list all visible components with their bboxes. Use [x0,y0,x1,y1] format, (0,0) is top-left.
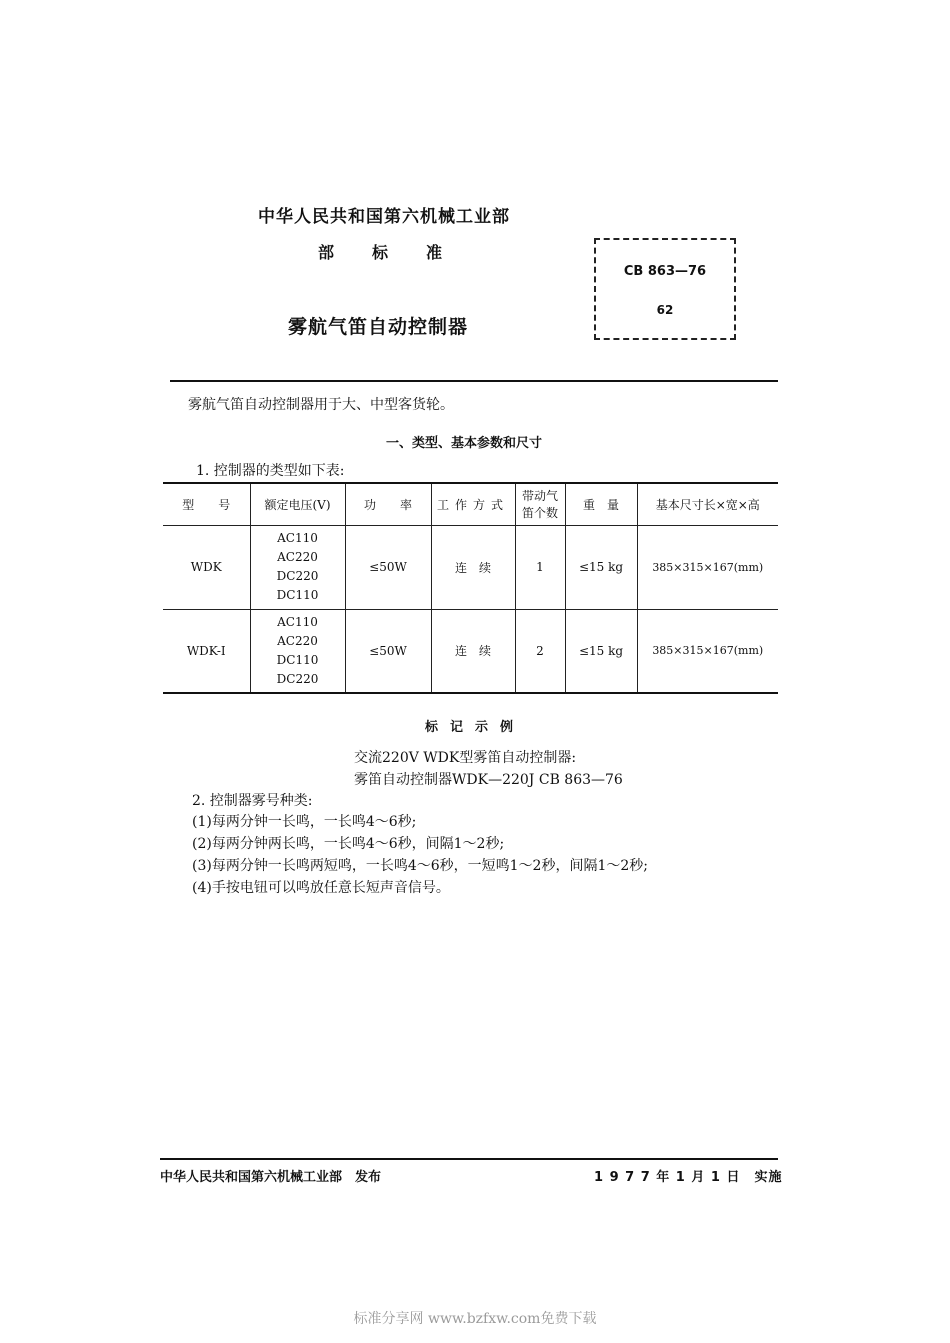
standard-number-box [594,238,736,340]
watermark: 标准分享网 www.bzfxw.com免费下载 [353,1311,597,1327]
cell-weight: ≤15 kg [565,609,637,693]
standard-type [318,240,480,263]
header-model: 型 号 [163,483,250,525]
cell-model: WDK-Ⅰ [163,609,250,693]
voltage-value: DC220 [276,569,319,583]
header-voltage: 额定电压(V) [250,483,345,525]
cell-horn-count: 2 [515,609,565,693]
voltage-value: DC110 [276,588,319,602]
cell-model: WDK [163,525,250,609]
voltage-value: AC110 [277,614,318,629]
cell-weight: ≤15 kg [565,525,637,609]
header-horn-count-line1: 带动气 [521,489,558,504]
header-horn-count [515,483,565,525]
cell-dimensions: 385×315×167(mm) [652,644,764,658]
voltage-value: AC220 [277,550,318,564]
issuing-ministry: 中华人民共和国第六机械工业部 [258,207,510,227]
marking-example-heading [425,716,525,735]
standard-type-char: 准 [426,243,443,262]
cell-dimensions: 385×315×167(mm) [637,525,778,609]
cell-mode: 连 续 [431,525,515,609]
standard-type-char: 标 [372,243,389,262]
cell-horn-count: 1 [515,525,565,609]
item-2: 2. 控制器雾号种类: [192,793,313,809]
spec-table [163,482,778,694]
publisher: 中华人民共和国第六机械工业部 发布 [160,1170,382,1185]
intro-paragraph: 雾航气笛自动控制器用于大、中型客货轮。 [188,397,454,413]
header-weight: 重 量 [565,483,637,525]
effective-date: 1 9 7 7 年 1 月 1 日 实施 [594,1170,783,1185]
marking-heading-char: 示 [475,720,489,735]
table-header-row [163,483,778,525]
cell-power: ≤50W [345,525,431,609]
marking-heading-char: 标 [425,720,439,735]
header-mode: 工作方式 [431,483,515,525]
subitem: (4)手按电钮可以鸣放任意长短声音信号。 [192,880,450,896]
cell-voltages [250,525,345,609]
subitem: (2)每两分钟两长鸣，一长鸣4～6秒，间隔1～2秒; [192,836,505,852]
document-title: 雾航气笛自动控制器 [288,316,469,338]
standard-code: CB 863—76 [623,264,707,279]
standard-type-char: 部 [318,243,335,262]
marking-heading-char: 记 [450,720,464,735]
voltage-value: AC110 [277,531,318,545]
table-row [163,609,778,693]
marking-example-line-1: 交流220V WDK型雾笛自动控制器: [354,750,577,766]
voltage-value: DC220 [276,671,319,686]
header-dimensions: 基本尺寸长×宽×高 [637,483,778,525]
classification-number: 62 [656,303,674,317]
voltage-value: AC220 [277,633,318,648]
subitem: (1)每两分钟一长鸣，一长鸣4～6秒; [192,814,417,830]
marking-heading-char: 例 [500,720,514,735]
cell-power: ≤50W [345,609,431,693]
voltage-value: DC110 [276,652,319,667]
item-1: 1. 控制器的类型如下表: [196,463,345,479]
header-divider [170,380,778,382]
footer-divider [160,1158,778,1160]
section-heading-types: 一、类型、基本参数和尺寸 [386,436,543,451]
marking-example-line-2: 雾笛自动控制器WDK—220J CB 863—76 [354,772,623,788]
header-power: 功 率 [345,483,431,525]
header-horn-count-line2: 笛个数 [521,506,558,521]
table-row [163,525,778,609]
subitem: (3)每两分钟一长鸣两短鸣，一长鸣4～6秒，一短鸣1～2秒，间隔1～2秒; [192,858,648,874]
cell-voltages [250,609,345,693]
cell-mode: 连 续 [431,609,515,693]
